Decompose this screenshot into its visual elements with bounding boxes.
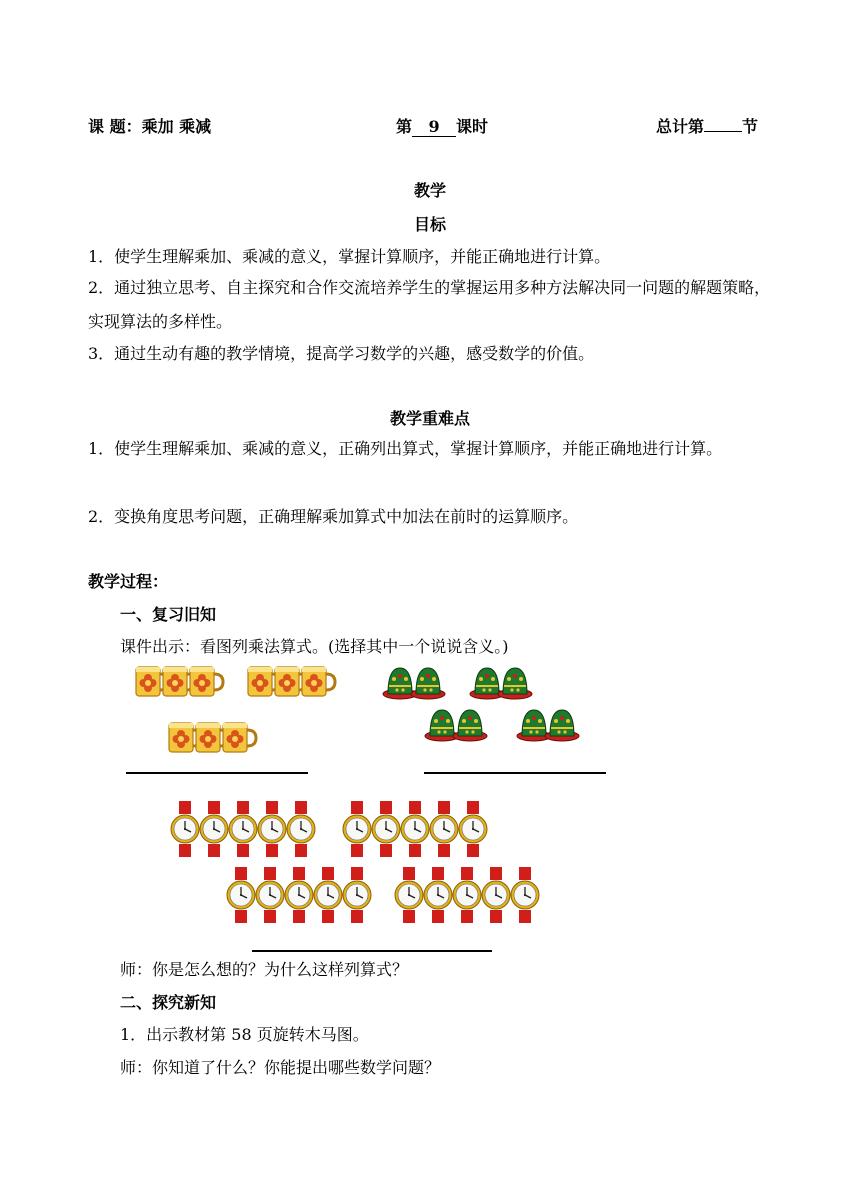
answer-line-hats [424,772,606,774]
teacher-question-1: 师：你是怎么想的？为什么这样列算式？ [120,960,409,979]
topic-value: 乘加 乘减 [141,117,212,136]
total-prefix: 总计第 [656,117,705,136]
section-1-text: 课件出示：看图列乘法算式。(选择其中一个说说含义。) [120,637,509,656]
total-count-line [656,114,758,137]
total-blank [704,131,742,132]
lesson-number-line [396,114,488,137]
goals-title-1: 教学 [413,181,446,200]
key-point-item-2: 2．变换角度思考问题，正确理解乘加算式中加法在前时的运算顺序。 [88,507,579,526]
topic-line [88,114,211,137]
answer-line-watches [252,950,492,952]
section-2-title: 二、探究新知 [120,993,217,1012]
lesson-number: 9 [412,117,456,137]
lesson-suffix: 课时 [456,117,489,136]
key-point-item-1: 1．使学生理解乘加、乘减的意义，正确列出算式，掌握计算顺序，并能正确地进行计算。 [88,439,723,458]
answer-line-cups [126,772,308,774]
watches-figure [170,801,560,926]
topic-label: 课 题： [88,117,142,136]
process-title: 教学过程： [88,572,169,591]
goal-item-1: 1．使学生理解乘加、乘减的意义，掌握计算顺序，并能正确地进行计算。 [88,247,611,266]
total-suffix: 节 [742,117,759,136]
goal-item-2: 2．通过独立思考、自主探究和合作交流培养学生的掌握运用多种方法解决同一问题的解题策略，实现算法的多样性。 [88,278,771,331]
goals-title-2: 目标 [413,215,446,234]
step-1-text: 1．出示教材第 58 页旋转木马图。 [120,1025,369,1044]
cups-figure [135,664,365,764]
goal-item-3: 3．通过生动有趣的教学情境，提高学习数学的兴趣，感受数学的价值。 [88,344,595,363]
hats-figure [383,666,583,756]
lesson-prefix: 第 [396,117,413,136]
teacher-question-2: 师：你知道了什么？你能提出哪些数学问题？ [120,1058,441,1077]
section-1-title: 一、复习旧知 [120,605,217,624]
key-points-title: 教学重难点 [389,409,470,428]
